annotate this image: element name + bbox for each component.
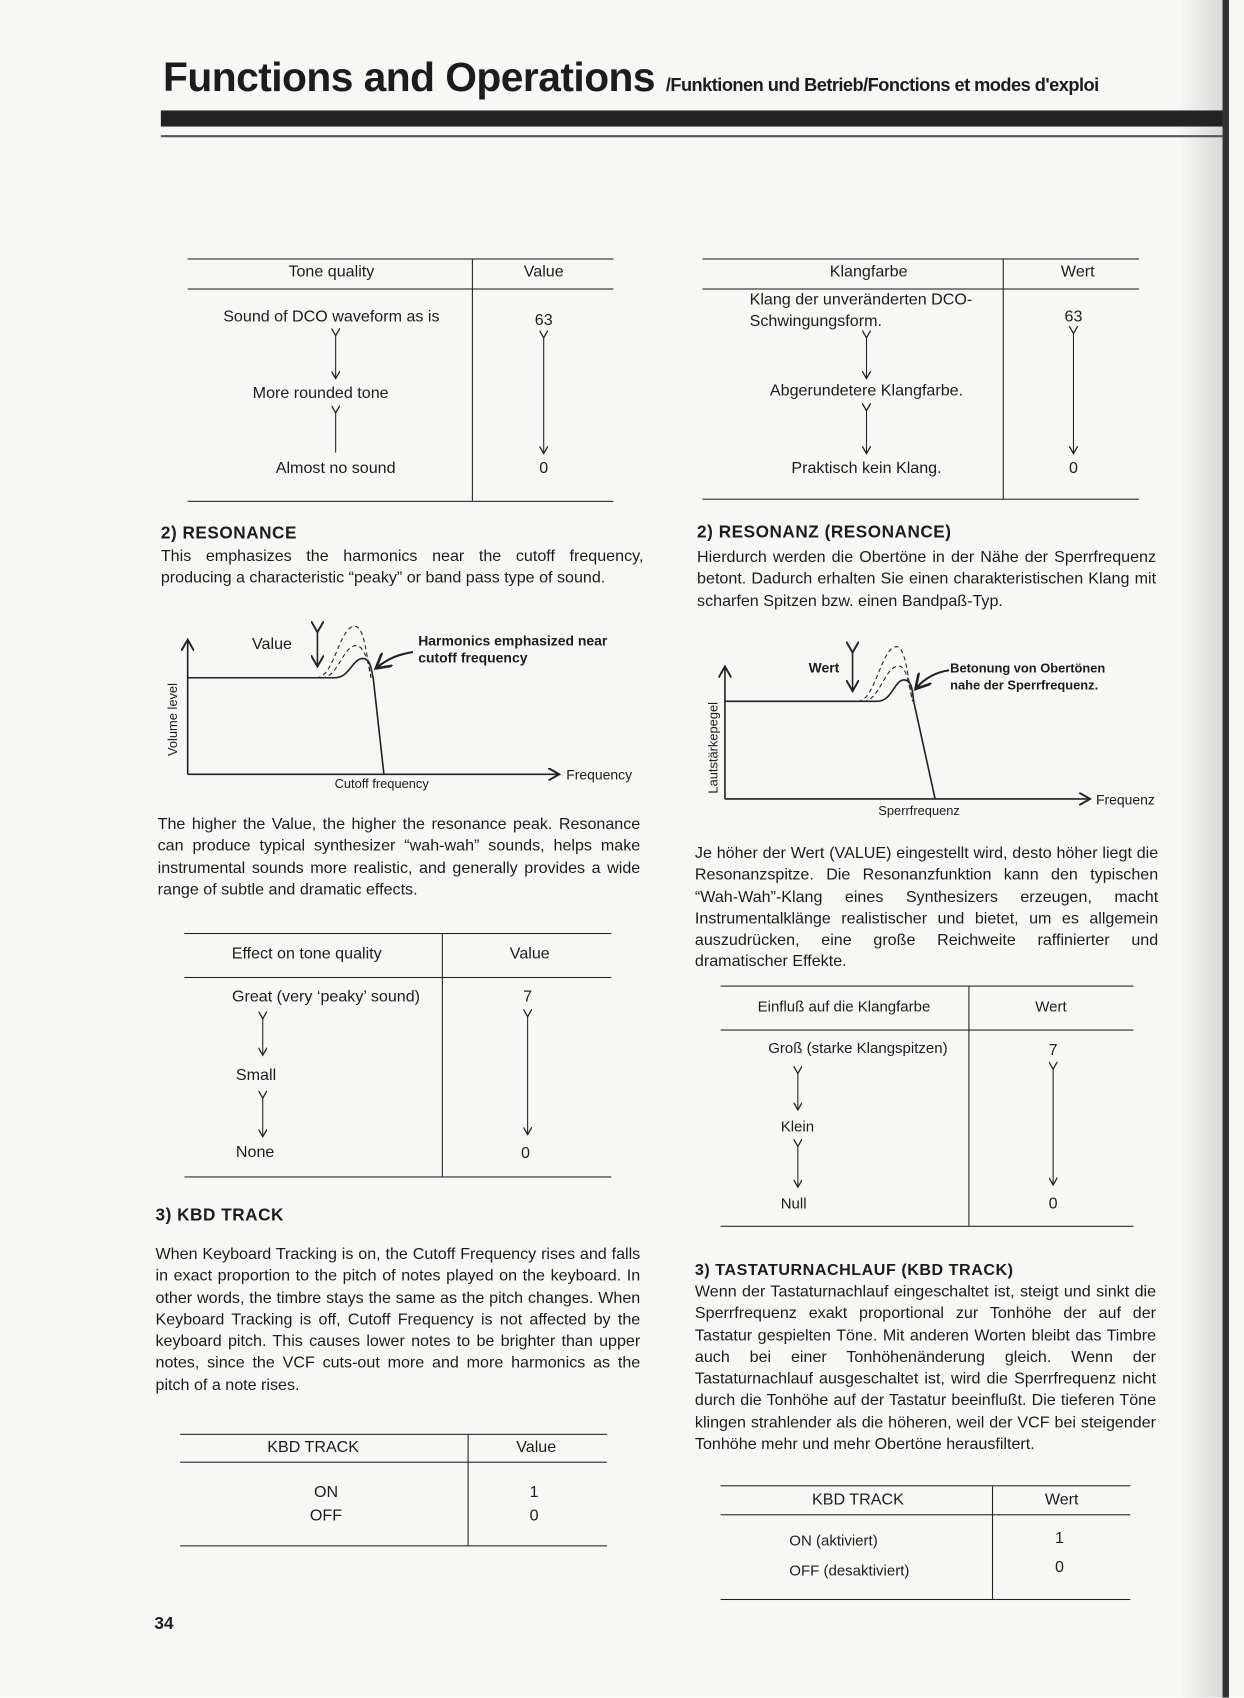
table-cell: 1 [1055, 1529, 1065, 1548]
page-subtitle: /Funktionen und Betrieb/Fonctions et modes d'exploi [665, 75, 1099, 96]
section-heading-tastaturnachlauf: 3) TASTATURNACHLAUF (KBD TRACK) [694, 1261, 1014, 1280]
resonanz-effects-text: Je höher der Wert (VALUE) eingestellt wird, desto höher liegt die Resonanzspitze. Die Resonanzfunktion kann den typischen “Wah-Wah”-Klang eines Synthesizers erzeugen, macht Instrumentalklänge realistischer und bietet, um es allgemein auszudrücken, eine große Reichweite raffinierter und dramatischer Effekte. [694, 843, 1159, 972]
tastaturnachlauf-description: Wenn der Tastaturnachlauf eingeschaltet ist, steigt und sinkt die Sperrfrequenz exakt proportional zur Tonhöhe der auf der Tastatur gespielten Töne. Mit anderen Worten bleibt das Timbre auch bei einer Tonhöhenänderung gleich. Wenn der Tastaturnachlauf ausgeschaltet ist, wird die Sperrfrequenz nicht durch die Tonhöhe auf der Tastatur beeinflußt. Die tieferen Töne klingen strahlender als die höheren, weil der VCF bei steigender Tonhöhe mehr und mehr Obertöne herausfiltert. [694, 1282, 1157, 1454]
table-cell: Sound of DCO waveform as is [223, 307, 440, 327]
table-cell: 63 [534, 310, 553, 330]
page-shadow [1180, 0, 1223, 1698]
value-label: Value [252, 634, 292, 654]
table-header: Value [523, 262, 564, 281]
tone-quality-table [188, 258, 614, 501]
table-header: KBD TRACK [267, 1438, 360, 1457]
table-cell: Klang der unveränderten DCO- [749, 290, 973, 309]
cutoff-label: Sperrfrequenz [878, 803, 960, 819]
y-axis-label: Lautstärkepegel [705, 701, 721, 794]
table-cell: Almost no sound [275, 458, 396, 478]
table-cell: Abgerundetere Klangfarbe. [769, 381, 964, 401]
range-arrows-icon [721, 987, 1134, 1226]
page-title: Functions and Operations /Funktionen und Betrieb/Fonctions et modes d'exploi [163, 55, 1099, 101]
table-cell: 0 [1055, 1558, 1065, 1577]
table-header: Wert [1044, 1490, 1079, 1509]
table-header: Tone quality [288, 262, 375, 281]
section-heading-resonanz: 2) RESONANZ (RESONANCE) [697, 523, 952, 542]
table-cell: More rounded tone [252, 383, 389, 403]
table-cell: 7 [523, 987, 533, 1006]
table-cell: 7 [1048, 1041, 1058, 1060]
table-cell: 0 [1048, 1194, 1058, 1213]
title-underline [161, 135, 1223, 137]
klangfarbe-table [702, 258, 1138, 499]
table-cell: OFF [309, 1506, 343, 1525]
table-cell: Schwingungsform. [749, 312, 882, 331]
table-cell: 0 [539, 458, 549, 478]
section-heading-resonance: 2) RESONANCE [160, 524, 297, 543]
table-cell: Small [235, 1065, 277, 1085]
table-cell: ON [313, 1483, 339, 1502]
range-arrows-icon [184, 934, 611, 1176]
table-cell: Groß (starke Klangspitzen) [768, 1039, 948, 1057]
table-cell: None [235, 1143, 275, 1162]
title-rule [161, 110, 1223, 126]
table-cell: Null [780, 1194, 807, 1212]
page-edge [1223, 0, 1229, 1698]
table-header: Value [516, 1438, 557, 1457]
table-cell: ON (aktiviert) [789, 1531, 878, 1549]
table-cell: 0 [521, 1144, 530, 1163]
table-header: Wert [1060, 262, 1095, 281]
table-cell: Praktisch kein Klang. [791, 458, 942, 478]
resonanz-graph [686, 640, 1169, 828]
table-header: KBD TRACK [812, 1490, 904, 1509]
table-header: Effect on tone quality [231, 944, 382, 964]
y-axis-label: Volume level [165, 683, 181, 757]
table-header: Value [509, 944, 550, 964]
section-heading-kbd-track: 3) KBD TRACK [155, 1206, 284, 1225]
obertoene-annotation: Betonung von Obertönen nahe der Sperrfrequenz. [950, 660, 1106, 693]
resonanz-description: Hierdurch werden die Obertöne in der Nähe der Sperrfrequenz betont. Dadurch erhalten Sie einen charakteristischen Klang mit scharfen Spitzen bzw. einen Bandpaß-Typ. [697, 547, 1157, 610]
resonance-description: This emphasizes the harmonics near the cutoff frequency, producing a characteristic “peaky” or band pass type of sound. [160, 546, 644, 587]
page-number: 34 [154, 1615, 174, 1634]
kbd-track-description: When Keyboard Tracking is on, the Cutoff Frequency rises and falls in exact proportion to the pitch of notes played on the keyboard. In other words, the timbre stays the same as the pitch changes. When Keyboard Tracking is off, Cutoff Frequency is not affected by the keyboard pitch. This causes lower notes to be brighter than upper notes, since the VCF cuts-out more and more harmonics as the pitch of a note rises. [155, 1245, 641, 1394]
table-header: Klangfarbe [829, 262, 908, 281]
range-arrows-icon [702, 260, 1138, 499]
x-axis-label: Frequency [566, 766, 633, 783]
wert-label: Wert [808, 659, 840, 676]
einfluss-table [721, 986, 1134, 1227]
table-cell: 0 [1068, 458, 1078, 478]
table-cell: OFF (desaktiviert) [789, 1561, 910, 1579]
cutoff-label: Cutoff frequency [334, 776, 429, 792]
table-cell: Klein [780, 1117, 815, 1135]
resonance-graph [150, 622, 654, 804]
table-header: Wert [1035, 997, 1067, 1015]
kbd-track-table-de [721, 1485, 1131, 1600]
table-cell: Great (very ‘peaky’ sound) [231, 987, 421, 1006]
harmonics-annotation: Harmonics emphasized near cutoff frequency [418, 632, 608, 666]
table-cell: 63 [1064, 307, 1083, 327]
range-arrows-icon [188, 260, 614, 501]
table-cell: 1 [529, 1483, 539, 1502]
effect-table [184, 933, 611, 1178]
x-axis-label: Frequenz [1095, 791, 1155, 808]
resonance-effects-text: The higher the Value, the higher the resonance peak. Resonance can produce typical synthesizer “wah-wah” sounds, helps make instrumental sounds more realistic, and generally provides a wide range of subtle and dramatic effects. [157, 815, 641, 899]
kbd-track-table [180, 1434, 607, 1547]
table-cell: 0 [529, 1506, 539, 1525]
table-header: Einfluß auf die Klangfarbe [757, 997, 931, 1015]
